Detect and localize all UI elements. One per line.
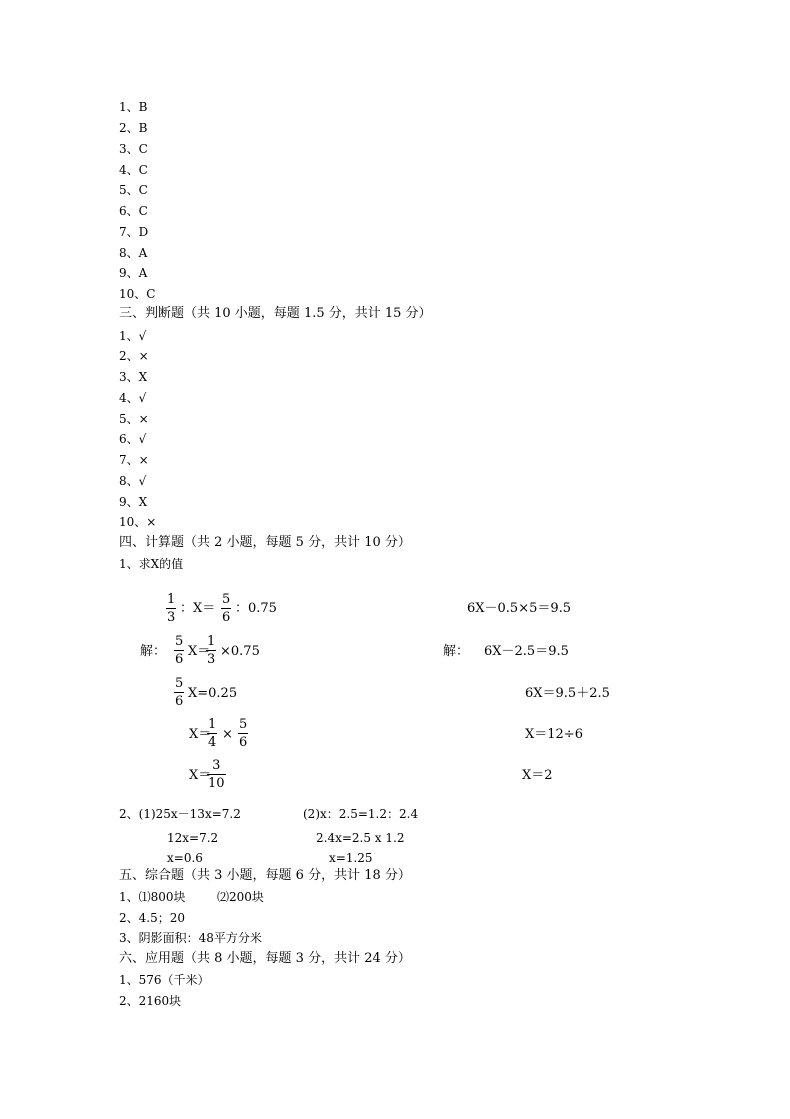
numerator: 1 [167,592,176,607]
right-equation: 6X－0.5×5＝9.5 [467,601,572,616]
numerator: 1 [208,717,217,732]
section6-title: 六、应用题（共 8 小题，每题 3 分，共计 24 分） [119,951,411,966]
fraction-bar [174,650,184,651]
fraction-bar [207,774,226,775]
judge-answer-1: 1、√ [119,329,147,343]
right-step3: X＝12÷6 [525,727,583,742]
step3-middle: × [222,727,233,742]
choice-answer-6: 6、C [119,204,148,218]
judge-answer-8: 8、√ [119,474,147,488]
section4-title: 四、计算题（共 2 小题，每题 5 分，共计 10 分） [119,535,411,550]
judge-answer-3: 3、X [119,370,148,384]
choice-answer-7: 7、D [119,225,149,239]
judge-answer-9: 9、X [119,495,148,509]
numerator: 5 [222,592,231,607]
step3-fraction-1 [207,717,217,750]
denominator: 6 [175,652,184,667]
s5-answer-2: 2、4.5；20 [119,911,185,925]
step4-fraction [207,758,226,791]
numerator: 1 [207,634,216,649]
step2-fraction [174,676,184,709]
q2-line3-right: x=1.25 [329,851,373,865]
q2-line3-left: x=0.6 [167,851,203,865]
fraction-bar [238,733,248,734]
choice-answer-1: 1、B [119,100,148,114]
step1-end: ×0.75 [220,644,260,659]
choice-answer-4: 4、C [119,163,148,177]
section3-title: 三、判断题（共 10 小题，每题 1.5 分，共计 15 分） [119,306,432,321]
numerator: 5 [175,634,184,649]
right-step4: X＝2 [522,768,553,783]
choice-answer-10: 10、C [119,287,156,301]
fraction-bar [174,692,184,693]
choice-answer-8: 8、A [119,246,148,260]
judge-answer-6: 6、√ [119,432,147,446]
eq-fraction-2 [221,592,231,625]
fraction-bar [221,608,231,609]
step1-middle: X＝ [188,644,211,659]
judge-answer-7: 7、× [119,453,149,467]
numerator: 5 [239,717,248,732]
fraction-bar [166,608,176,609]
choice-answer-5: 5、C [119,183,148,197]
fraction-bar [206,650,216,651]
s5-answer-1b: ⑵200块 [217,890,264,904]
fraction-bar [207,733,217,734]
step1-fraction-2 [206,634,216,667]
judge-answer-10: 10、× [119,515,157,529]
numerator: 5 [175,676,184,691]
s5-answer-1a: 1、⑴800块 [119,890,186,904]
step3-fraction-2 [238,717,248,750]
denominator: 3 [167,610,176,625]
step3-start: X＝ [189,727,212,742]
eq-end: ：0.75 [235,601,277,616]
judge-answer-5: 5、× [119,412,149,426]
denominator: 10 [208,776,225,791]
step2-end: X=0.25 [188,686,238,701]
judge-answer-4: 4、√ [119,391,147,405]
s6-answer-2: 2、2160块 [119,994,182,1008]
step1-fraction-1 [174,634,184,667]
q2-line1-right: (2)x：2.5=1.2：2.4 [303,807,419,821]
denominator: 3 [207,652,216,667]
s6-answer-1: 1、576（千米） [119,973,210,987]
judge-answer-2: 2、× [119,349,149,363]
denominator: 6 [222,610,231,625]
right-step1: 6X－2.5＝9.5 [484,644,569,659]
denominator: 6 [175,694,184,709]
left-solve-label: 解： [140,644,167,659]
choice-answer-3: 3、C [119,142,148,156]
right-step2: 6X＝9.5＋2.5 [525,686,610,701]
section5-title: 五、综合题（共 3 小题，每题 6 分，共计 18 分） [119,868,411,883]
s5-answer-3: 3、阴影面积：48平方分米 [119,931,262,945]
eq-fraction-1 [166,592,176,625]
q2-line2-right: 2.4x=2.5 x 1.2 [316,831,405,845]
numerator: 3 [212,758,221,773]
step4-start: X＝ [189,768,212,783]
choice-answer-9: 9、A [119,266,148,280]
q1-label: 1、求X的值 [119,557,184,571]
choice-answer-2: 2、B [119,121,148,135]
q2-line1-left: 2、(1)25x－13x=7.2 [119,807,241,821]
right-solve-label: 解： [443,644,470,659]
denominator: 6 [239,735,248,750]
q2-line2-left: 12x=7.2 [167,831,219,845]
eq-middle: ：X＝ [180,601,216,616]
denominator: 4 [208,735,217,750]
